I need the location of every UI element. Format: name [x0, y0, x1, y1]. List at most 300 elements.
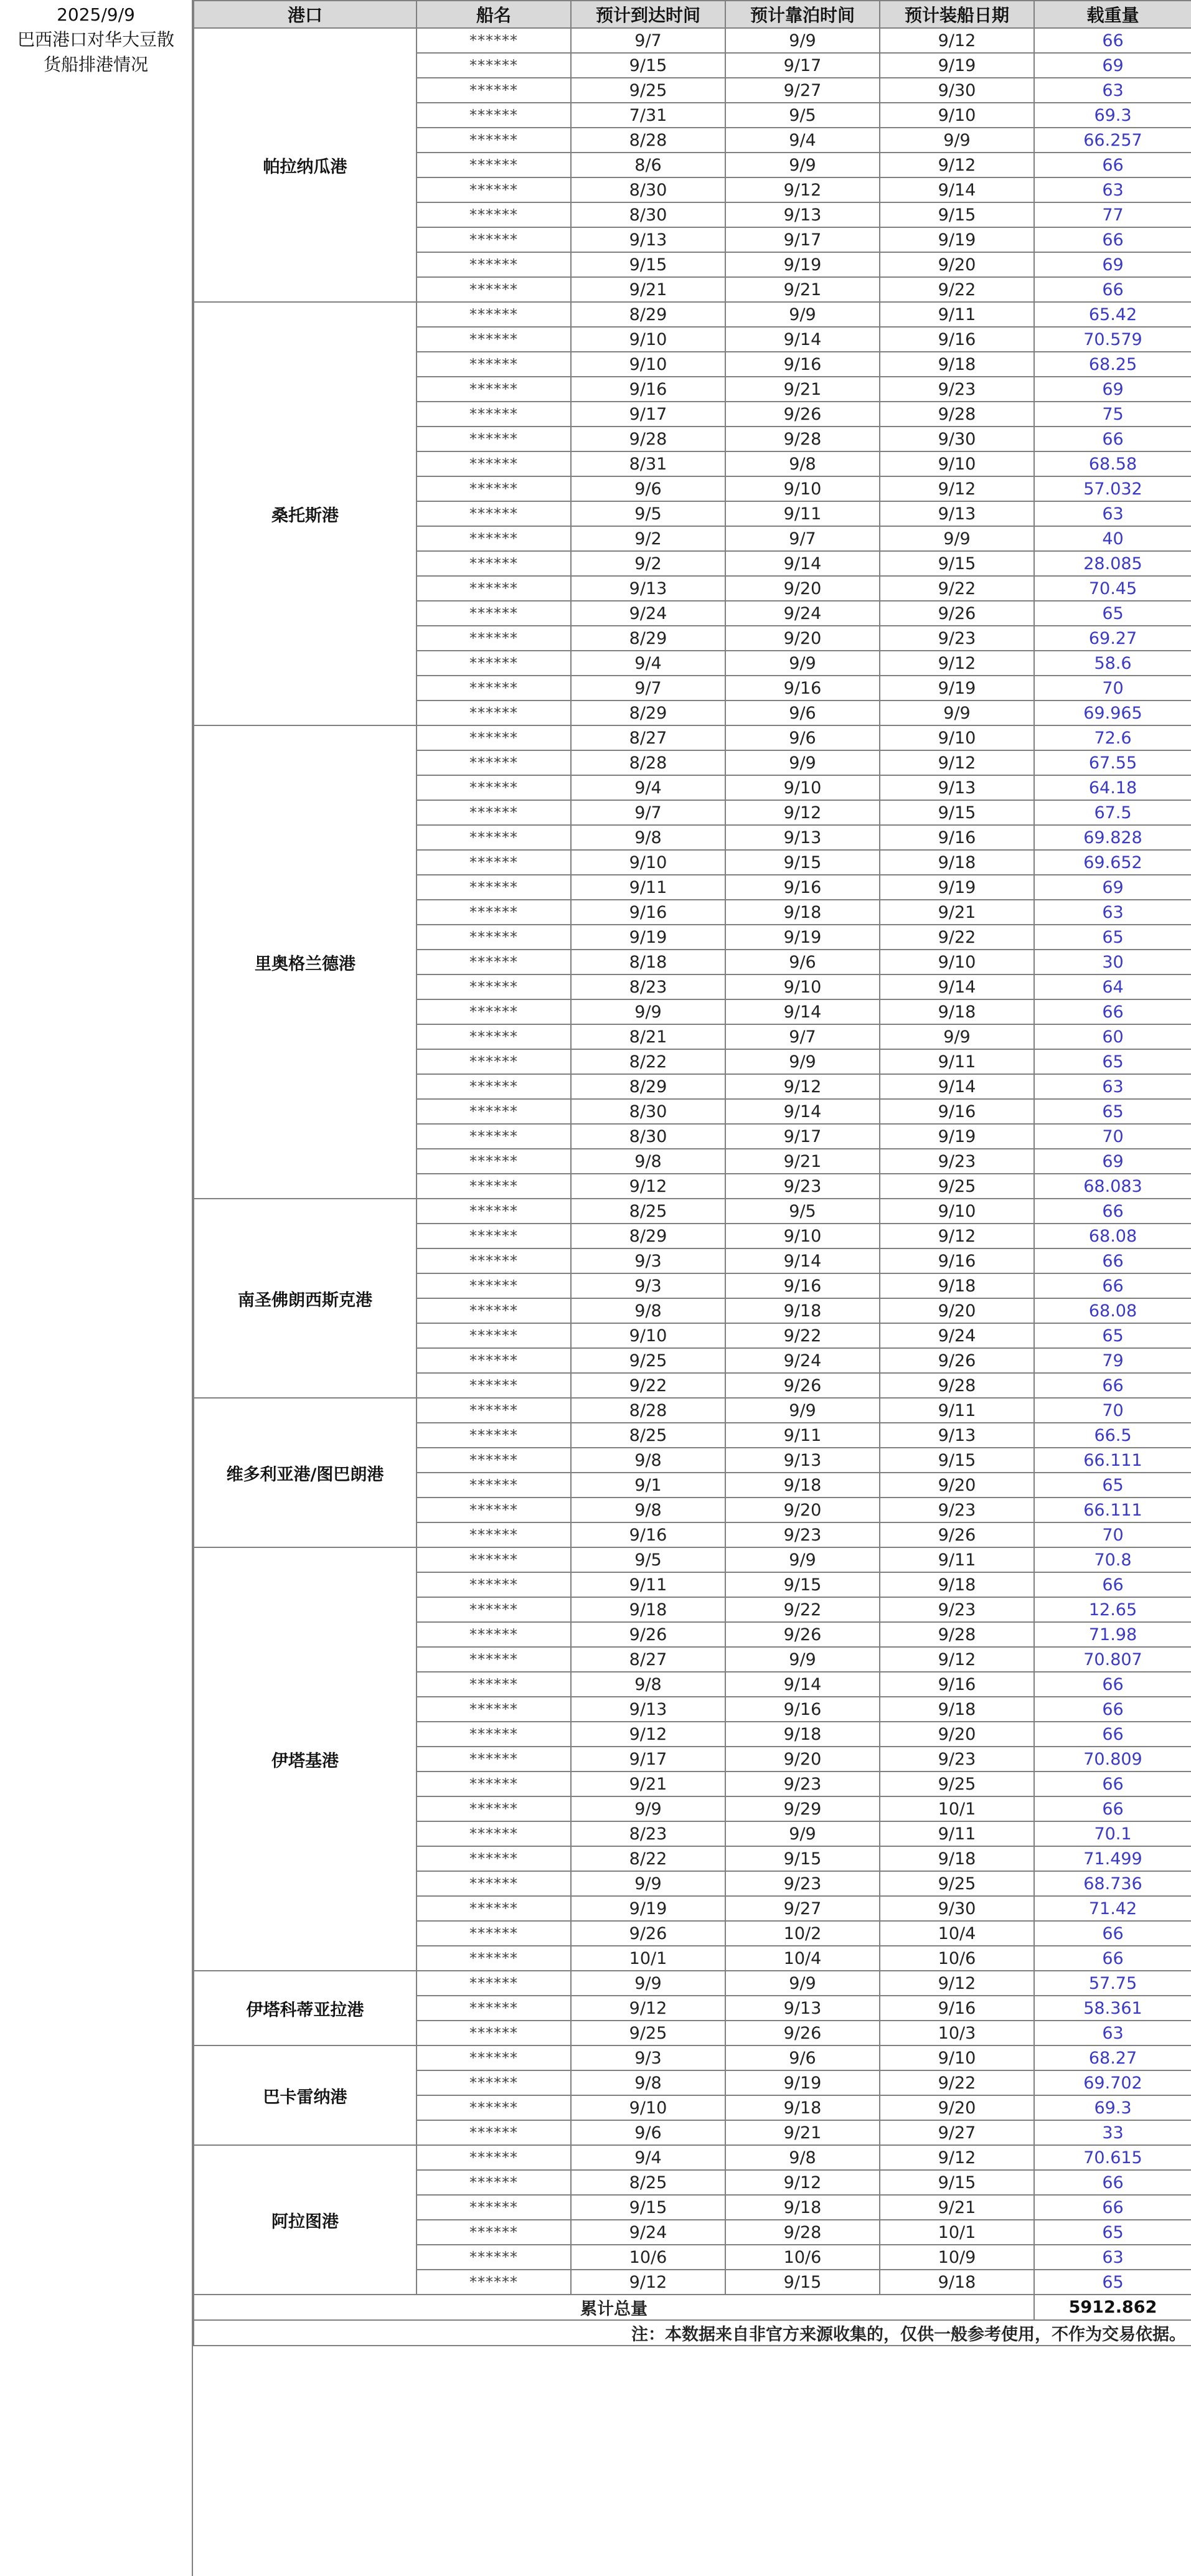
cell-eta: 8/25 — [571, 1423, 725, 1448]
cell-eta: 9/8 — [571, 1498, 725, 1522]
cell-eta: 9/13 — [571, 227, 725, 252]
table-row — [194, 1971, 1191, 1996]
report-title-line-2: 货船排港情况 — [43, 54, 148, 75]
cell-tonnage: 63 — [1034, 501, 1191, 526]
cell-eta: 9/24 — [571, 2220, 725, 2245]
cell-ship-name: ****** — [417, 1423, 571, 1448]
cell-tonnage: 66 — [1034, 1722, 1191, 1747]
cell-eta: 10/1 — [571, 1946, 725, 1971]
cell-loading: 9/10 — [880, 950, 1034, 974]
cell-ship-name: ****** — [417, 551, 571, 576]
cell-berthing: 9/20 — [725, 1498, 880, 1522]
cell-eta: 10/6 — [571, 2245, 725, 2270]
cell-berthing: 9/26 — [725, 1373, 880, 1398]
cell-eta: 8/21 — [571, 1024, 725, 1049]
cell-tonnage: 66 — [1034, 1697, 1191, 1722]
cell-berthing: 9/23 — [725, 1871, 880, 1896]
cell-berthing: 9/6 — [725, 725, 880, 750]
cell-loading: 9/12 — [880, 476, 1034, 501]
cell-ship-name: ****** — [417, 999, 571, 1024]
cell-loading: 9/19 — [880, 676, 1034, 701]
cell-loading: 9/16 — [880, 1248, 1034, 1273]
cell-ship-name: ****** — [417, 1971, 571, 1996]
cell-tonnage: 63 — [1034, 2021, 1191, 2045]
cell-ship-name: ****** — [417, 1149, 571, 1174]
cell-ship-name: ****** — [417, 1572, 571, 1597]
table-row — [194, 1199, 1191, 1224]
table-row — [194, 28, 1191, 53]
cell-tonnage: 66 — [1034, 28, 1191, 53]
cell-tonnage: 66 — [1034, 153, 1191, 177]
cell-eta: 8/27 — [571, 1647, 725, 1672]
cell-tonnage: 66 — [1034, 2170, 1191, 2195]
cell-tonnage: 66 — [1034, 1946, 1191, 1971]
cell-tonnage: 68.083 — [1034, 1174, 1191, 1199]
cell-tonnage: 68.27 — [1034, 2045, 1191, 2070]
cell-eta: 8/30 — [571, 1124, 725, 1149]
cell-berthing: 9/17 — [725, 53, 880, 78]
cell-berthing: 9/9 — [725, 1547, 880, 1572]
cell-berthing: 9/9 — [725, 1647, 880, 1672]
cell-eta: 8/28 — [571, 1398, 725, 1423]
cell-loading: 10/9 — [880, 2245, 1034, 2270]
cell-loading: 9/9 — [880, 1024, 1034, 1049]
cell-loading: 9/25 — [880, 1772, 1034, 1796]
cell-loading: 9/16 — [880, 327, 1034, 352]
cell-loading: 9/23 — [880, 1498, 1034, 1522]
cell-loading: 9/11 — [880, 1821, 1034, 1846]
cell-ship-name: ****** — [417, 501, 571, 526]
cell-ship-name: ****** — [417, 2120, 571, 2145]
cell-berthing: 9/14 — [725, 1248, 880, 1273]
cell-eta: 9/10 — [571, 850, 725, 875]
cell-loading: 9/15 — [880, 800, 1034, 825]
cell-tonnage: 66 — [1034, 1373, 1191, 1398]
cell-eta: 9/22 — [571, 1373, 725, 1398]
cell-eta: 8/22 — [571, 1846, 725, 1871]
cell-berthing: 9/14 — [725, 1099, 880, 1124]
cell-berthing: 9/29 — [725, 1796, 880, 1821]
cell-loading: 9/16 — [880, 825, 1034, 850]
cell-ship-name: ****** — [417, 103, 571, 128]
cell-eta: 9/21 — [571, 277, 725, 302]
cell-tonnage: 68.58 — [1034, 451, 1191, 476]
cell-eta: 8/28 — [571, 750, 725, 775]
table-body — [194, 28, 1191, 2295]
cell-loading: 9/25 — [880, 1174, 1034, 1199]
cell-eta: 9/16 — [571, 900, 725, 925]
cell-tonnage: 66 — [1034, 1921, 1191, 1946]
cell-ship-name: ****** — [417, 1298, 571, 1323]
cell-berthing: 9/6 — [725, 950, 880, 974]
cell-eta: 9/16 — [571, 1522, 725, 1547]
cell-tonnage: 60 — [1034, 1024, 1191, 1049]
cell-berthing: 9/10 — [725, 974, 880, 999]
cell-ship-name: ****** — [417, 427, 571, 451]
cell-eta: 9/19 — [571, 1896, 725, 1921]
cell-tonnage: 28.085 — [1034, 551, 1191, 576]
cell-tonnage: 58.361 — [1034, 1996, 1191, 2021]
cell-ship-name: ****** — [417, 2245, 571, 2270]
cell-eta: 8/28 — [571, 128, 725, 153]
cell-loading: 9/23 — [880, 626, 1034, 651]
cell-loading: 9/16 — [880, 1996, 1034, 2021]
cell-berthing: 9/18 — [725, 1473, 880, 1498]
cell-tonnage: 68.736 — [1034, 1871, 1191, 1896]
cell-berthing: 9/13 — [725, 1448, 880, 1473]
cell-berthing: 9/8 — [725, 451, 880, 476]
cell-berthing: 9/15 — [725, 1572, 880, 1597]
cell-loading: 9/22 — [880, 925, 1034, 950]
cell-ship-name: ****** — [417, 725, 571, 750]
cell-berthing: 9/14 — [725, 327, 880, 352]
cell-eta: 8/25 — [571, 1199, 725, 1224]
header-eta: 预计到达时间 — [571, 1, 725, 28]
cell-ship-name: ****** — [417, 1398, 571, 1423]
cell-ship-name: ****** — [417, 850, 571, 875]
cell-berthing: 9/18 — [725, 1298, 880, 1323]
cell-loading: 9/26 — [880, 1522, 1034, 1547]
cell-eta: 9/11 — [571, 1572, 725, 1597]
cell-tonnage: 65 — [1034, 1323, 1191, 1348]
cell-loading: 9/12 — [880, 28, 1034, 53]
cell-tonnage: 66 — [1034, 227, 1191, 252]
cell-loading: 9/19 — [880, 227, 1034, 252]
cell-berthing: 9/11 — [725, 1423, 880, 1448]
cell-berthing: 9/7 — [725, 526, 880, 551]
cell-loading: 9/11 — [880, 302, 1034, 327]
cell-ship-name: ****** — [417, 252, 571, 277]
cell-berthing: 9/21 — [725, 377, 880, 402]
cell-tonnage: 58.6 — [1034, 651, 1191, 676]
cell-tonnage: 66 — [1034, 1772, 1191, 1796]
cell-ship-name: ****** — [417, 1772, 571, 1796]
cell-berthing: 9/12 — [725, 2170, 880, 2195]
cell-ship-name: ****** — [417, 1099, 571, 1124]
cell-tonnage: 69 — [1034, 875, 1191, 900]
cell-tonnage: 69 — [1034, 1149, 1191, 1174]
cell-berthing: 9/18 — [725, 2195, 880, 2220]
cell-loading: 9/28 — [880, 1373, 1034, 1398]
cell-berthing: 9/7 — [725, 1024, 880, 1049]
report-title-line-1: 巴西港口对华大豆散 — [17, 29, 174, 50]
cell-berthing: 9/14 — [725, 551, 880, 576]
cell-loading: 9/10 — [880, 2045, 1034, 2070]
cell-ship-name: ****** — [417, 1796, 571, 1821]
cell-berthing: 9/6 — [725, 701, 880, 725]
cell-tonnage: 68.08 — [1034, 1224, 1191, 1248]
cell-loading: 9/23 — [880, 1149, 1034, 1174]
cell-tonnage: 70.1 — [1034, 1821, 1191, 1846]
port-name: 阿拉图港 — [194, 2145, 417, 2295]
cell-ship-name: ****** — [417, 1896, 571, 1921]
cell-berthing: 9/27 — [725, 78, 880, 103]
cell-tonnage: 65 — [1034, 1473, 1191, 1498]
cell-berthing: 9/15 — [725, 2270, 880, 2295]
cell-eta: 7/31 — [571, 103, 725, 128]
cell-berthing: 9/22 — [725, 1323, 880, 1348]
cell-eta: 8/29 — [571, 1074, 725, 1099]
cell-eta: 9/25 — [571, 78, 725, 103]
cell-tonnage: 70.615 — [1034, 2145, 1191, 2170]
cell-tonnage: 66 — [1034, 1248, 1191, 1273]
cell-loading: 9/11 — [880, 1547, 1034, 1572]
cell-ship-name: ****** — [417, 302, 571, 327]
cell-tonnage: 69.27 — [1034, 626, 1191, 651]
cell-berthing: 9/23 — [725, 1522, 880, 1547]
cell-loading: 9/22 — [880, 576, 1034, 601]
cell-berthing: 9/9 — [725, 1971, 880, 1996]
cell-berthing: 9/11 — [725, 501, 880, 526]
cell-ship-name: ****** — [417, 1224, 571, 1248]
cell-tonnage: 69.702 — [1034, 2070, 1191, 2095]
cell-eta: 8/27 — [571, 725, 725, 750]
header-berthing: 预计靠泊时间 — [725, 1, 880, 28]
cell-eta: 9/17 — [571, 1747, 725, 1772]
cell-berthing: 9/9 — [725, 1398, 880, 1423]
cell-tonnage: 65 — [1034, 2220, 1191, 2245]
cell-tonnage: 70.579 — [1034, 327, 1191, 352]
cell-eta: 9/7 — [571, 800, 725, 825]
cell-ship-name: ****** — [417, 825, 571, 850]
header-port: 港口 — [194, 1, 417, 28]
cell-loading: 9/26 — [880, 601, 1034, 626]
cell-ship-name: ****** — [417, 651, 571, 676]
cell-tonnage: 66 — [1034, 1796, 1191, 1821]
cell-eta: 9/16 — [571, 377, 725, 402]
soybean-vessel-table — [193, 0, 1191, 2346]
cell-ship-name: ****** — [417, 377, 571, 402]
disclaimer-note: 注：本数据来自非官方来源收集的，仅供一般参考使用，不作为交易依据。 — [194, 2320, 1191, 2346]
cell-berthing: 9/17 — [725, 227, 880, 252]
cell-tonnage: 70 — [1034, 1398, 1191, 1423]
cell-eta: 9/5 — [571, 1547, 725, 1572]
cell-loading: 9/19 — [880, 53, 1034, 78]
port-name: 伊塔基港 — [194, 1547, 417, 1971]
cell-loading: 10/3 — [880, 2021, 1034, 2045]
cell-loading: 9/24 — [880, 1323, 1034, 1348]
cell-tonnage: 70 — [1034, 676, 1191, 701]
cell-tonnage: 65 — [1034, 2270, 1191, 2295]
cell-ship-name: ****** — [417, 53, 571, 78]
cell-eta: 9/9 — [571, 1796, 725, 1821]
cell-ship-name: ****** — [417, 1024, 571, 1049]
cell-ship-name: ****** — [417, 1946, 571, 1971]
cell-berthing: 9/19 — [725, 252, 880, 277]
cell-ship-name: ****** — [417, 1871, 571, 1896]
cell-berthing: 9/26 — [725, 1622, 880, 1647]
cell-ship-name: ****** — [417, 2270, 571, 2295]
cell-tonnage: 66.111 — [1034, 1498, 1191, 1522]
cell-berthing: 10/4 — [725, 1946, 880, 1971]
cell-loading: 10/1 — [880, 2220, 1034, 2245]
cell-berthing: 9/10 — [725, 775, 880, 800]
cell-tonnage: 69 — [1034, 377, 1191, 402]
cell-tonnage: 69.652 — [1034, 850, 1191, 875]
cell-eta: 9/6 — [571, 476, 725, 501]
cell-tonnage: 57.032 — [1034, 476, 1191, 501]
cell-berthing: 9/16 — [725, 352, 880, 377]
cell-berthing: 9/20 — [725, 1747, 880, 1772]
cell-eta: 8/23 — [571, 1821, 725, 1846]
cell-tonnage: 69.965 — [1034, 701, 1191, 725]
cell-ship-name: ****** — [417, 950, 571, 974]
cell-eta: 9/26 — [571, 1921, 725, 1946]
cell-loading: 9/19 — [880, 1124, 1034, 1149]
cell-eta: 9/4 — [571, 651, 725, 676]
cell-ship-name: ****** — [417, 701, 571, 725]
cell-eta: 8/25 — [571, 2170, 725, 2195]
cell-loading: 9/16 — [880, 1672, 1034, 1697]
cell-ship-name: ****** — [417, 1199, 571, 1224]
cell-ship-name: ****** — [417, 1323, 571, 1348]
cell-ship-name: ****** — [417, 1473, 571, 1498]
cell-ship-name: ****** — [417, 227, 571, 252]
cell-loading: 9/18 — [880, 1846, 1034, 1871]
cell-eta: 9/3 — [571, 2045, 725, 2070]
cell-ship-name: ****** — [417, 352, 571, 377]
cell-tonnage: 65 — [1034, 1099, 1191, 1124]
cell-eta: 8/29 — [571, 701, 725, 725]
report-date: 2025/9/9 — [57, 4, 135, 25]
cell-tonnage: 67.5 — [1034, 800, 1191, 825]
cell-ship-name: ****** — [417, 750, 571, 775]
cell-eta: 9/19 — [571, 925, 725, 950]
cell-loading: 9/20 — [880, 1722, 1034, 1747]
cell-loading: 9/9 — [880, 128, 1034, 153]
table-row — [194, 725, 1191, 750]
cell-eta: 9/4 — [571, 2145, 725, 2170]
cell-ship-name: ****** — [417, 1597, 571, 1622]
cell-loading: 9/11 — [880, 1049, 1034, 1074]
cell-loading: 9/18 — [880, 999, 1034, 1024]
header-tonnage: 载重量 — [1034, 1, 1191, 28]
total-label: 累计总量 — [194, 2295, 1034, 2320]
cell-ship-name: ****** — [417, 676, 571, 701]
cell-ship-name: ****** — [417, 2195, 571, 2220]
cell-ship-name: ****** — [417, 1448, 571, 1473]
cell-loading: 9/14 — [880, 974, 1034, 999]
cell-berthing: 9/28 — [725, 2220, 880, 2245]
cell-eta: 9/9 — [571, 999, 725, 1024]
cell-berthing: 9/14 — [725, 1672, 880, 1697]
cell-loading: 9/28 — [880, 402, 1034, 427]
table-row — [194, 1547, 1191, 1572]
cell-berthing: 9/6 — [725, 2045, 880, 2070]
cell-loading: 9/10 — [880, 725, 1034, 750]
cell-loading: 9/14 — [880, 1074, 1034, 1099]
cell-eta: 9/12 — [571, 1174, 725, 1199]
cell-berthing: 10/6 — [725, 2245, 880, 2270]
cell-berthing: 9/9 — [725, 302, 880, 327]
cell-loading: 9/13 — [880, 775, 1034, 800]
cell-tonnage: 68.08 — [1034, 1298, 1191, 1323]
cell-loading: 9/26 — [880, 1348, 1034, 1373]
cell-ship-name: ****** — [417, 1124, 571, 1149]
cell-eta: 9/25 — [571, 2021, 725, 2045]
cell-loading: 9/22 — [880, 277, 1034, 302]
cell-loading: 9/18 — [880, 1572, 1034, 1597]
total-row — [194, 2295, 1191, 2320]
cell-berthing: 9/10 — [725, 476, 880, 501]
cell-berthing: 9/20 — [725, 626, 880, 651]
cell-berthing: 9/5 — [725, 103, 880, 128]
cell-eta: 8/30 — [571, 177, 725, 202]
cell-tonnage: 33 — [1034, 2120, 1191, 2145]
cell-berthing: 9/21 — [725, 1149, 880, 1174]
cell-berthing: 9/26 — [725, 2021, 880, 2045]
cell-ship-name: ****** — [417, 177, 571, 202]
cell-tonnage: 69 — [1034, 252, 1191, 277]
cell-eta: 8/23 — [571, 974, 725, 999]
cell-loading: 9/23 — [880, 1597, 1034, 1622]
cell-loading: 9/20 — [880, 252, 1034, 277]
cell-eta: 8/31 — [571, 451, 725, 476]
cell-tonnage: 57.75 — [1034, 1971, 1191, 1996]
cell-loading: 9/12 — [880, 750, 1034, 775]
cell-loading: 9/18 — [880, 1697, 1034, 1722]
cell-berthing: 9/12 — [725, 1074, 880, 1099]
cell-ship-name: ****** — [417, 601, 571, 626]
cell-eta: 8/30 — [571, 202, 725, 227]
cell-berthing: 9/5 — [725, 1199, 880, 1224]
cell-tonnage: 63 — [1034, 2245, 1191, 2270]
cell-loading: 9/10 — [880, 1199, 1034, 1224]
cell-loading: 9/15 — [880, 2170, 1034, 2195]
cell-tonnage: 64 — [1034, 974, 1191, 999]
cell-ship-name: ****** — [417, 1248, 571, 1273]
cell-ship-name: ****** — [417, 2045, 571, 2070]
cell-eta: 9/2 — [571, 526, 725, 551]
cell-tonnage: 68.25 — [1034, 352, 1191, 377]
cell-tonnage: 66.111 — [1034, 1448, 1191, 1473]
cell-tonnage: 65.42 — [1034, 302, 1191, 327]
port-name: 帕拉纳瓜港 — [194, 28, 417, 302]
cell-eta: 9/12 — [571, 1722, 725, 1747]
cell-loading: 9/10 — [880, 451, 1034, 476]
cell-tonnage: 67.55 — [1034, 750, 1191, 775]
cell-ship-name: ****** — [417, 925, 571, 950]
cell-eta: 9/26 — [571, 1622, 725, 1647]
cell-ship-name: ****** — [417, 1373, 571, 1398]
cell-berthing: 9/18 — [725, 1722, 880, 1747]
cell-tonnage: 66 — [1034, 1199, 1191, 1224]
cell-ship-name: ****** — [417, 2070, 571, 2095]
cell-loading: 9/21 — [880, 2195, 1034, 2220]
cell-tonnage: 66 — [1034, 1572, 1191, 1597]
cell-loading: 9/9 — [880, 701, 1034, 725]
cell-loading: 10/1 — [880, 1796, 1034, 1821]
cell-tonnage: 75 — [1034, 402, 1191, 427]
cell-ship-name: ****** — [417, 1821, 571, 1846]
cell-tonnage: 40 — [1034, 526, 1191, 551]
cell-eta: 9/1 — [571, 1473, 725, 1498]
cell-loading: 9/27 — [880, 2120, 1034, 2145]
cell-loading: 9/14 — [880, 177, 1034, 202]
cell-berthing: 9/14 — [725, 999, 880, 1024]
cell-berthing: 9/27 — [725, 1896, 880, 1921]
cell-loading: 9/23 — [880, 1747, 1034, 1772]
cell-loading: 9/30 — [880, 78, 1034, 103]
cell-ship-name: ****** — [417, 800, 571, 825]
cell-eta: 8/29 — [571, 1224, 725, 1248]
cell-ship-name: ****** — [417, 402, 571, 427]
cell-eta: 9/10 — [571, 1323, 725, 1348]
cell-tonnage: 65 — [1034, 925, 1191, 950]
port-name: 里奥格兰德港 — [194, 725, 417, 1199]
cell-ship-name: ****** — [417, 1622, 571, 1647]
cell-ship-name: ****** — [417, 2021, 571, 2045]
